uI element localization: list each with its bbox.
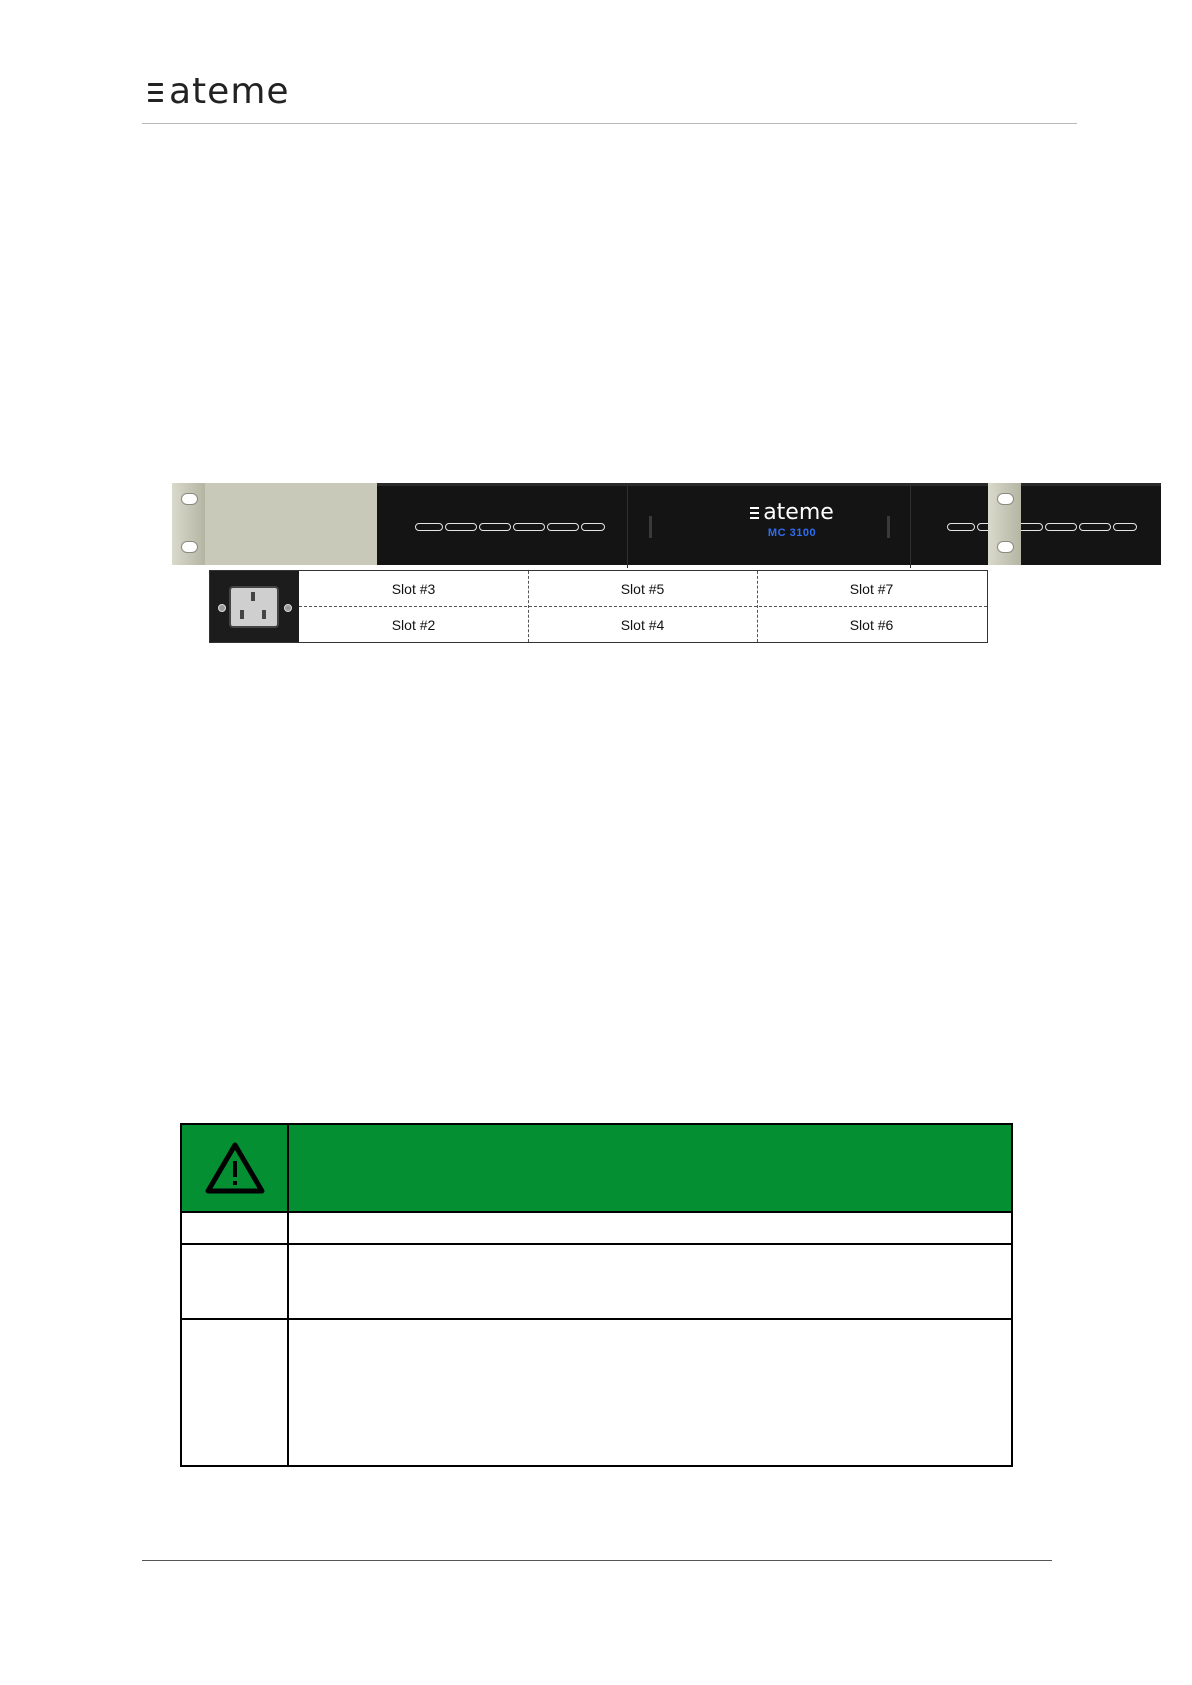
slot-2: Slot #2 xyxy=(391,616,436,633)
device-logo-bars-icon xyxy=(750,507,759,519)
device-logo xyxy=(732,502,852,539)
rack-hole xyxy=(181,541,198,553)
slot-5: Slot #5 xyxy=(620,580,665,597)
logo-bars-icon xyxy=(148,83,163,102)
footer-divider xyxy=(142,1560,1052,1561)
warning-row-divider xyxy=(182,1243,1011,1245)
rack-hole xyxy=(997,493,1014,505)
screw-icon xyxy=(218,604,226,612)
logo-wordmark: ateme xyxy=(169,71,290,112)
slot-divider-vertical xyxy=(757,571,758,642)
slot-divider-vertical xyxy=(528,571,529,642)
device-brand: ateme xyxy=(763,500,834,525)
warning-row-divider xyxy=(182,1211,1011,1213)
panel-notch xyxy=(887,516,890,538)
slot-grid xyxy=(299,571,987,642)
warning-column-divider xyxy=(287,1125,289,1465)
power-supply xyxy=(210,571,299,642)
header-divider xyxy=(142,123,1077,124)
power-socket-icon xyxy=(229,586,279,628)
rack-ear-right xyxy=(988,483,1021,565)
warning-table xyxy=(180,1123,1013,1467)
warning-row-divider xyxy=(182,1318,1011,1320)
header-logo xyxy=(148,72,290,112)
slot-divider-horizontal xyxy=(299,606,987,607)
rack-hole xyxy=(997,541,1014,553)
panel-notch xyxy=(649,516,652,538)
panel-separator xyxy=(627,486,628,568)
warning-icon-cell xyxy=(182,1125,288,1211)
rack-hole xyxy=(181,493,198,505)
rack-ear-left xyxy=(172,483,205,565)
warning-triangle-icon xyxy=(204,1141,266,1195)
device-faceplate xyxy=(377,483,1161,565)
device-front-panel xyxy=(172,483,1021,565)
slot-6: Slot #6 xyxy=(849,616,894,633)
warning-header xyxy=(182,1125,1011,1211)
vent-right xyxy=(947,523,1137,531)
screw-icon xyxy=(284,604,292,612)
vent-left xyxy=(415,523,605,531)
device-model: MC 3100 xyxy=(767,527,817,539)
slot-7: Slot #7 xyxy=(849,580,894,597)
slot-4: Slot #4 xyxy=(620,616,665,633)
slot-3: Slot #3 xyxy=(391,580,436,597)
device-rear-panel xyxy=(209,570,988,643)
panel-separator xyxy=(910,486,911,568)
